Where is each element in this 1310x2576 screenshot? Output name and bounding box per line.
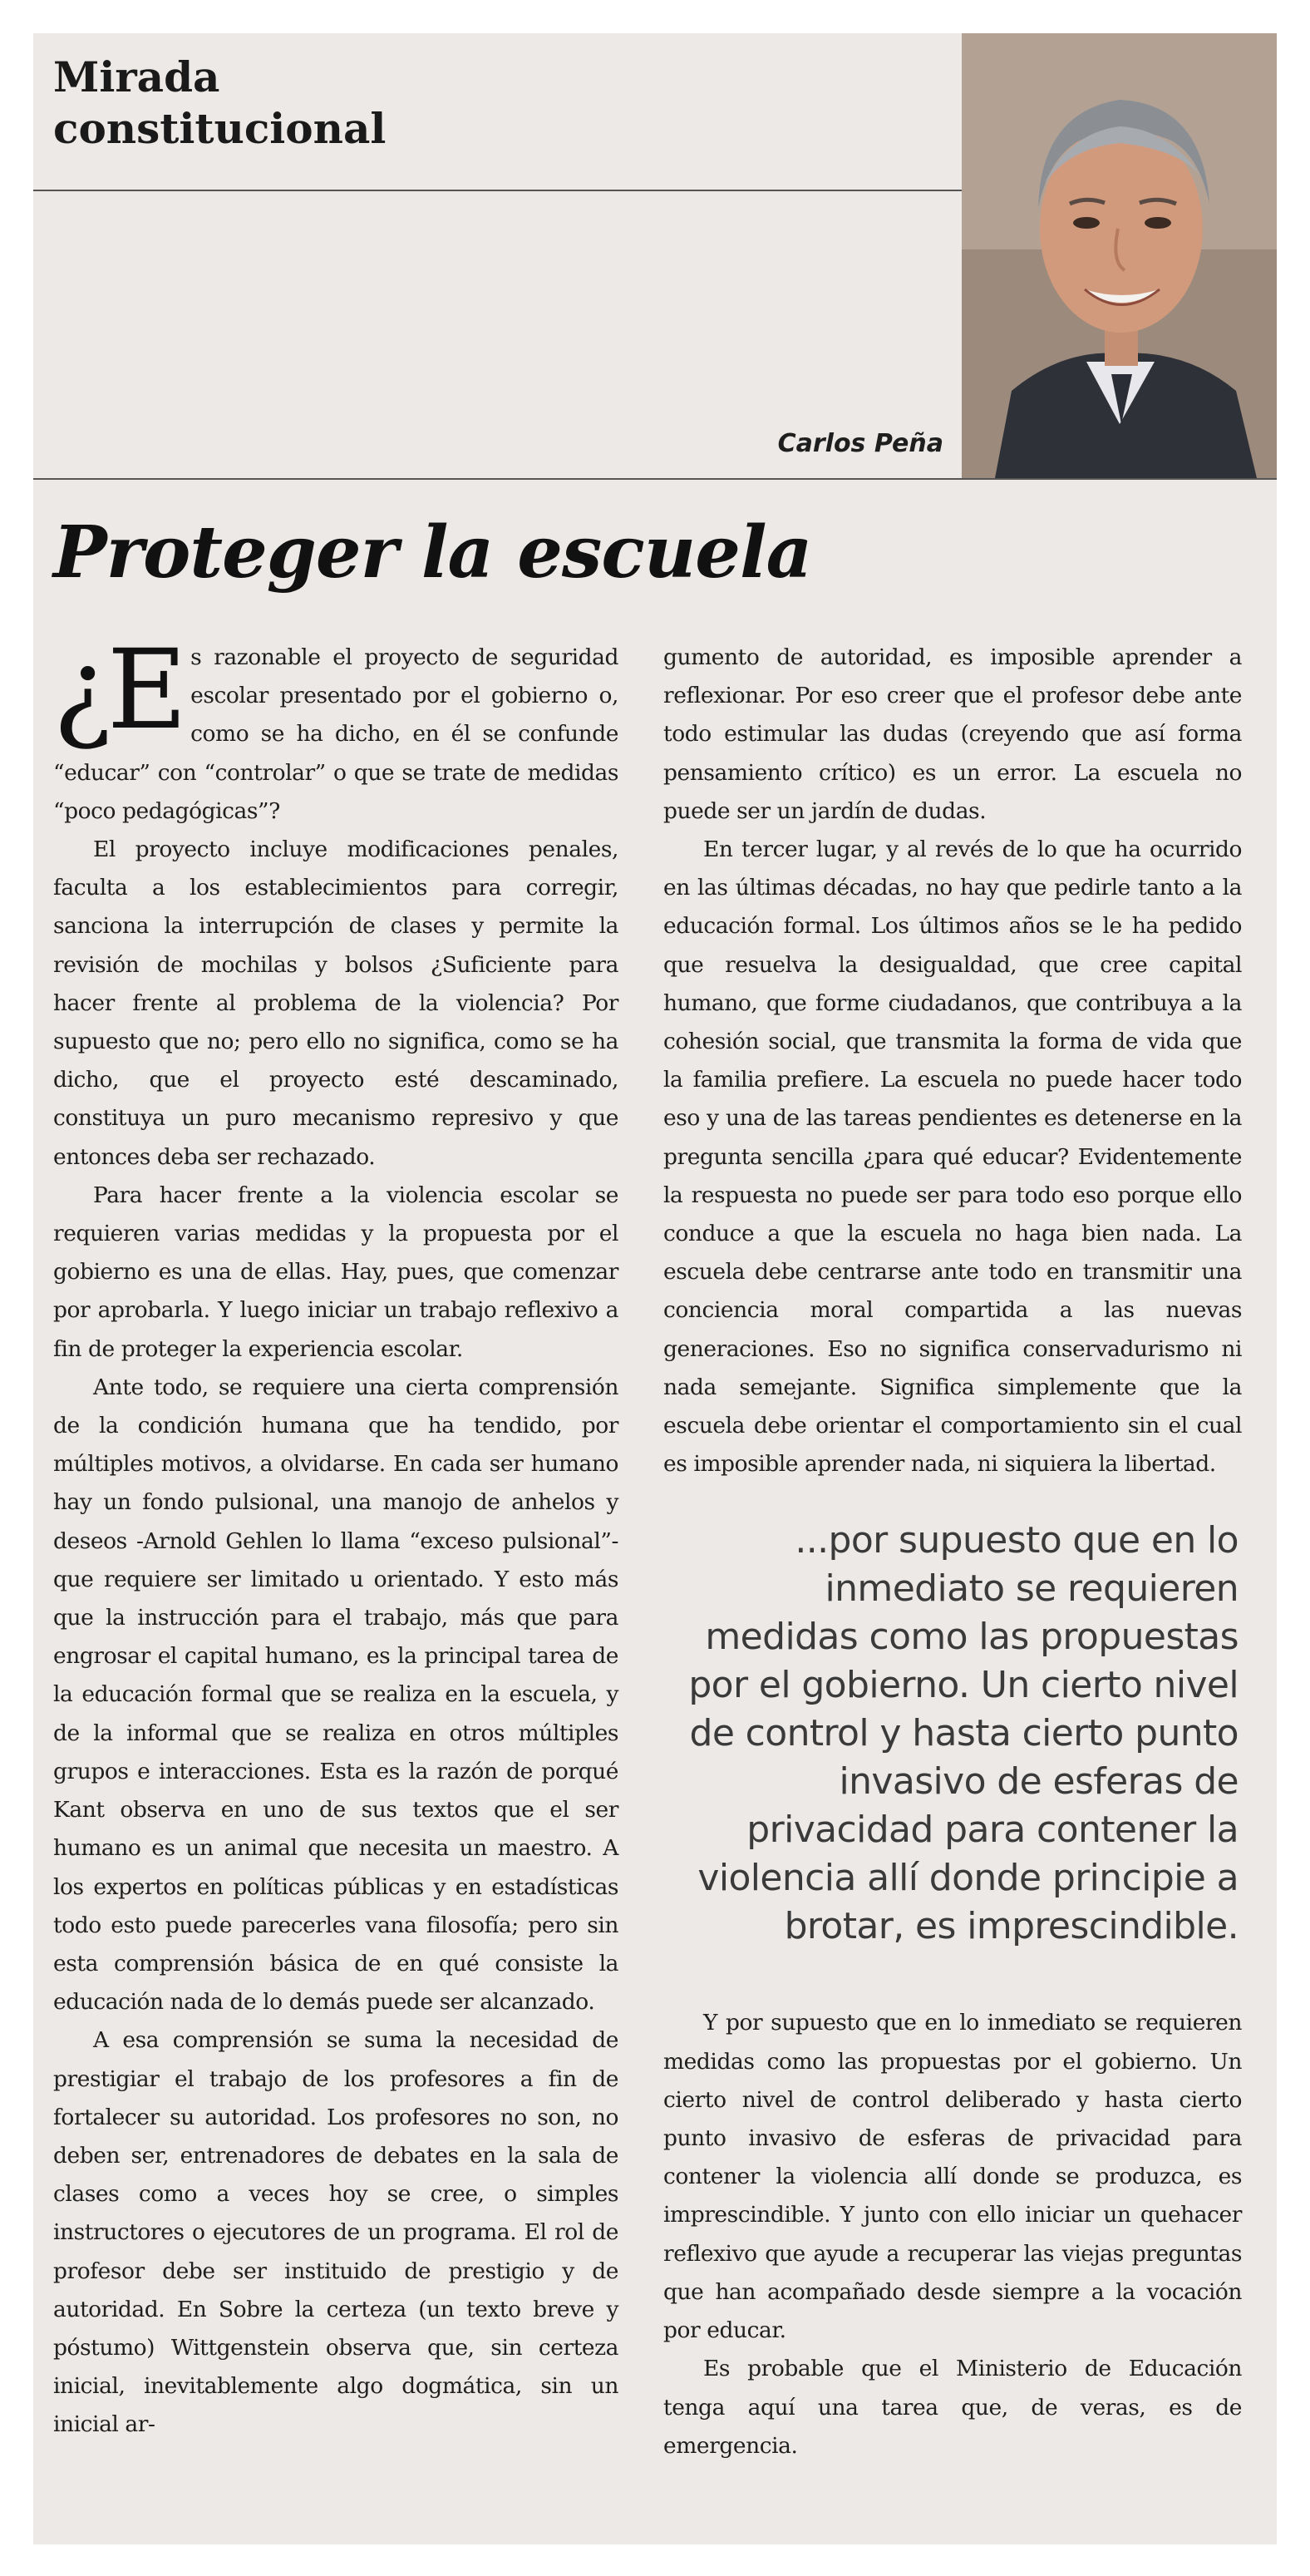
column-header [33, 33, 1277, 478]
article-paragraph: Para hacer frente a la violencia escolar se requieren varias medidas y la propuesta por el gobierno es una de ellas. Hay, pues, que comenzar por aprobarla. Y luego iniciar un trabajo reflexivo a fin de proteger la experiencia escolar. [53, 1182, 618, 1362]
article-paragraph: Es probable que el Ministerio de Educación tenga aquí una tarea que, de veras, es de emergencia. [663, 2356, 1242, 2459]
author-photo [962, 33, 1277, 478]
article-paragraph: gumento de autoridad, es imposible aprender a reflexionar. Por eso creer que el profesor debe ante todo estimular las dudas (creyendo que así forma pensamiento crítico) es un error. La escuela no puede ser un jardín de dudas. [663, 644, 1242, 824]
article-headline: Proteger la escuela [53, 511, 812, 595]
author-byline: Carlos Peña [777, 429, 943, 458]
pull-quote: ...por supuesto que en lo inmediato se requieren medidas como las propuestas por el gobierno. Un cierto nivel de control y hasta cierto punto invasivo de esferas de privacidad para contener la violencia allí donde principie a brotar, es imprescindible. [688, 1519, 1239, 1948]
article-paragraph: A esa comprensión se suma la necesidad de prestigiar el trabajo de los profesores a fin de fortalecer su autoridad. Los profesores no son, no deben ser, entrenadores de debates en la sala de clases como a veces hoy se cree, o simples instructores o ejecutores de un programa. El rol de profesor debe ser instituido de prestigio y de autoridad. En Sobre la certeza (un texto breve y póstumo) Wittgenstein observa que, sin certeza inicial, inevitablemente algo dogmática, sin un inicial ar- [53, 2027, 618, 2438]
section-title: Mirada constitucional [53, 52, 387, 153]
article-left-column [53, 626, 618, 2445]
article-paragraph: El proyecto incluye modificaciones penales, faculta a los establecimientos para corregir, sanciona la interrupción de clases y permite la revisión de mochilas y bolsos ¿Suficiente para hacer frente al problema de la violencia? Por supuesto que no; pero ello no significa, como se ha dicho, que el proyecto esté descaminado, constituya un puro mecanismo represivo y que entonces deba ser rechazado. [53, 836, 618, 1170]
article-paragraph: Y por supuesto que en lo inmediato se requieren medidas como las propuestas por el gobierno. Un cierto nivel de control deliberado y hasta cierto punto invasivo de esferas de privacidad para contener la violencia allí donde se produzca, es imprescindible. Y junto con ello iniciar un quehacer reflexivo que ayude a recuperar las viejas preguntas que han acompañado desde siempre a la vocación por educar. [663, 2010, 1242, 2344]
newspaper-column-page [33, 33, 1277, 2544]
article-paragraph: Ante todo, se requiere una cierta comprensión de la condición humana que ha tendido, por múltiples motivos, a olvidarse. En cada ser humano hay un fondo pulsional, una manojo de anhelos y deseos -Arnold Gehlen lo llama “exceso pulsional”- que requiere ser limitado u orientado. Y esto más que la instrucción para el trabajo, más que para engrosar el capital humano, es la principal tarea de la educación formal que se realiza en la escuela, y de la informal que se realiza en otros múltiples grupos e interacciones. Esta es la razón de porqué Kant observa en uno de sus textos que el ser humano es un animal que necesita un maestro. A los expertos en políticas públicas y en estadísticas todo esto puede parecerles vana filosofía; pero sin esta comprensión básica de en qué consiste la educación nada de lo demás puede ser alcanzado. [53, 1374, 618, 2016]
article-right-column [663, 639, 1242, 2465]
article-paragraph: ¿E s razonable el proyecto de seguridad escolar presentado por el gobierno o, como se ha dicho, en él se confunde “educar” con “controlar” o que se trate de medidas “poco pedagógicas”? [53, 626, 618, 824]
header-bottom-divider [33, 478, 1277, 480]
drop-cap: ¿E [53, 626, 183, 754]
header-divider [33, 190, 962, 191]
article-paragraph: En tercer lugar, y al revés de lo que ha ocurrido en las últimas décadas, no hay que pedirle tanto a la educación formal. Los últimos años se le ha pedido que resuelva la desigualdad, que cree capital humano, que forme ciudadanos, que contribuya a la cohesión social, que transmita la forma de vida que la familia prefiere. La escuela no puede hacer todo eso y una de las tareas pendientes es detenerse en la pregunta sencilla ¿para qué educar? Evidentemente la respuesta no puede ser para todo eso porque ello conduce a que la escuela no haga bien nada. La escuela debe centrarse ante todo en transmitir una conciencia moral compartida a las nuevas generaciones. Eso no significa conservadurismo ni nada semejante. Significa simplemente que la escuela debe orientar el comportamiento sin el cual es imposible aprender nada, ni siquiera la libertad. [663, 836, 1242, 1478]
portrait-photo [962, 33, 1277, 478]
